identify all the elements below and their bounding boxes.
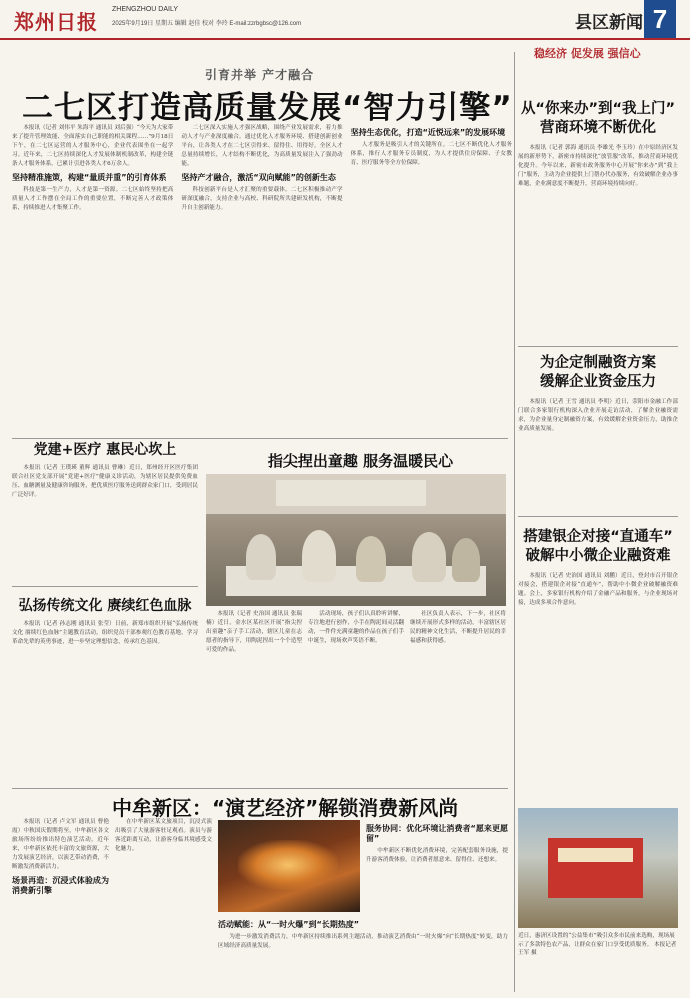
left-story-2-headline: 弘扬传统文化 赓续红色血脉 <box>18 598 192 614</box>
lead-column-1 <box>12 124 173 436</box>
left-story-1-body <box>12 464 198 584</box>
lead-subhead: 坚持生态优化，打造“近悦远来”的发展环境 <box>350 128 506 137</box>
right-story-3 <box>518 528 678 794</box>
section-title: 县区新闻 <box>575 13 643 33</box>
mid-story-body <box>206 610 506 786</box>
left-story-1-paragraph: 本报讯（记者 王璞瑛 董辉 通讯员 曹琳）近日，郑州经开区医疗集团联合社区党支部开展“党建+医疗”健康义诊活动，为辖区居民提供免费血压、血糖测量及健康咨询服务，把优质医疗服务送到群众家门口，受到居民广泛好评。 <box>12 465 198 498</box>
lead-subhead: 坚持产才融合，激活“双向赋能”的创新生态 <box>181 173 336 182</box>
lead-column-2 <box>181 124 342 436</box>
lead-paragraph: 二七区深入实施人才强区战略，围绕产业发展需求，着力推动人才与产业深度融合。通过优化人才服务环境、搭建创新创业平台，让各类人才在二七区引得来、留得住、用得好。全区人才总量持续增长，人才结构不断优化，为高质量发展注入了强劲动能。 <box>181 125 343 167</box>
bottom-story-paragraph: 在中牟新区某文旅项目，沉浸式演出吸引了大量游客驻足观看。演员与游客近距离互动，让游客身临其境感受文化魅力。 <box>115 819 212 852</box>
stage-performance-photo <box>218 820 360 912</box>
bottom-story-subhead: 场景再造：沉浸式体验成为消费新引擎 <box>12 876 109 895</box>
page-number: 7 <box>644 0 676 38</box>
right-story-3-headline: 搭建银企对接“直通车” <box>523 529 673 545</box>
story-divider <box>518 346 678 347</box>
lead-paragraph: 科技是第一生产力，人才是第一资源。二七区始终坚持把高质量人才工作摆在全局工作的重要位置，不断完善人才政策体系，持续推进人才集聚工作。 <box>12 187 174 211</box>
mid-story-paragraph: 本报讯（记者 史治国 通讯员 张瑞楠）近日，金水区某社区开展“指尖捏出童趣”亲子手工活动，辖区儿童在志愿者的指导下，用陶泥捏出一个个造型可爱的作品。 <box>206 611 302 653</box>
masthead <box>0 0 690 40</box>
right-story-3-paragraph: 本报讯（记者 史治国 通讯员 刘鹏）近日，登封市召开银企对接会，搭建银企对接“直通车”，帮助中小微企业破解融资难题。会上，多家银行机构介绍了金融产品和服务，与企业现场对接，达成多项合作意向。 <box>518 573 678 606</box>
right-story-1-headline: 从“你来办”到“我上门” <box>520 101 676 117</box>
left-story-2-body <box>12 620 198 790</box>
lead-body <box>12 124 512 436</box>
mid-story-paragraph: 社区负责人表示，下一步，社区将继续开展形式多样的活动，丰富辖区居民的精神文化生活，不断提升居民的幸福感和获得感。 <box>410 611 506 644</box>
lead-kicker: 引育并举 产才融合 <box>205 68 315 82</box>
left-story-2-paragraph: 本报讯（记者 孙志刚 通讯员 张莹）日前，新郑市组织开展“弘扬传统文化 赓续红色血脉”主题教育活动，组织党员干部参观红色教育基地，学习革命先辈的英勇事迹，进一步坚定理想信念，传承红色基因。 <box>12 621 198 645</box>
right-story-2 <box>518 354 678 526</box>
pottery-class-photo <box>206 474 506 606</box>
lead-paragraph: 人才服务是吸引人才的关键所在。二七区不断优化人才服务体系，推行人才服务专员制度，为人才提供住房保障、子女教育、医疗服务等全方位保障。 <box>350 142 512 166</box>
right-story-2-headline-2: 缓解企业资金压力 <box>540 374 656 390</box>
mid-story-paragraph: 活动现场，孩子们认真聆听讲解，专注地进行创作，小手在陶泥间灵活翻动，一件件充满童趣的作品在孩子们手中诞生，现场欢声笑语不断。 <box>308 611 404 644</box>
market-booth-photo <box>518 808 678 928</box>
dateline: 2025年9月19日 星期五 编辑 赵佳 校对 李玲 E-mail:zzrbgbsc@126.com <box>112 21 302 27</box>
lead-headline: 二七区打造高质量发展“智力引擎” <box>22 90 513 126</box>
photo-caption: 近日，惠济区设置的“公益集市”吸引众多市民前来选购，现场展示了多款特色农产品，让群众在家门口享受优质服务。 本报记者 王军 摄 <box>518 933 677 957</box>
mid-story-headline: 指尖捏出童趣 服务温暖民心 <box>267 452 454 470</box>
left-band <box>12 440 198 786</box>
bottom-story-body <box>12 818 212 990</box>
slogan: 稳经济 促发展 强信心 <box>534 47 641 60</box>
lead-paragraph: 本报讯（记者 刘伟平 朱海平 通讯员 刘后强）“今天为大家带来了提升管理效能、全面落实自己职能的相关课程……”9月18日下午，在二七区运营的人才服务中心，企业代表围坐在一起学习。近年来，二七区持续深化人才发展体制机制改革，构建全链条人才服务体系，已累计引进各类人才6万余人。 <box>12 125 174 167</box>
right-story-1 <box>518 100 678 350</box>
right-story-3-body <box>518 572 678 794</box>
newspaper-english-name: ZHENGZHOU DAILY <box>112 6 178 13</box>
right-story-3-headline-2: 破解中小微企业融资难 <box>525 548 671 564</box>
column-divider <box>514 52 515 992</box>
right-story-2-body <box>518 398 678 526</box>
right-story-1-headline-2: 营商环境不断优化 <box>540 120 656 136</box>
lead-column-3 <box>351 124 512 436</box>
left-story-1-headline: 党建+医疗 惠民心坎上 <box>33 442 177 458</box>
story-divider <box>518 516 678 517</box>
lead-paragraph: 科技创新平台是人才汇聚的重要载体。二七区积极推动产学研深度融合，支持企业与高校、科研院所共建研发机构，不断提升自主创新能力。 <box>181 187 343 211</box>
story-divider <box>12 788 508 789</box>
right-story-1-body <box>518 144 678 350</box>
newspaper-logo: 郑州日报 <box>14 10 98 34</box>
bottom-story-subhead: 活动赋能：从“一时火爆”到“长期热度” <box>218 920 360 929</box>
right-story-2-headline: 为企定制融资方案 <box>540 355 656 371</box>
bottom-story-subhead: 服务协同：优化环境让消费者“愿来更愿留” <box>366 824 508 843</box>
right-story-2-paragraph: 本报讯（记者 王雪 通讯员 李明）近日，荥阳市金融工作部门联合多家银行机构深入企业开展走访活动，了解企业融资需求，为企业量身定制融资方案，有效缓解企业资金压力，助推企业高质量发展。 <box>518 399 678 432</box>
story-divider <box>12 586 198 587</box>
bottom-story-paragraph: 本报讯（记者 卢文军 通讯员 曹艳霞）中秋国庆假期将至，中牟新区各文旅场所纷纷推出特色演艺活动。近年来，中牟新区依托丰富的文旅资源，大力发展演艺经济，以演艺带动消费，不断激发消费新活力。 <box>12 819 109 870</box>
bottom-story-paragraph: 为进一步激发消费活力，中牟新区持续推出系列主题活动，推动演艺消费由“一时火爆”向“长期热度”转变，助力区域经济高质量发展。 <box>218 934 508 949</box>
bottom-story-paragraph: 中牟新区不断优化消费环境，完善配套服务设施，提升游客消费体验，让消费者愿意来、留得住、还想来。 <box>366 848 508 863</box>
lead-subhead: 坚持精准施策，构建“量质并重”的引育体系 <box>12 173 167 182</box>
right-story-1-paragraph: 本报讯（记者 郭海 通讯员 李雄光 李玉玲）在中原经济区发展的新形势下，新密市持续深化“放管服”改革，推动营商环境优化提升。今年以来，新密市政务服务中心开展“你来办”到“我上门”服务，主动为企业提供上门帮办代办服务，有效破解企业办事难题，企业满意度不断提升，营商环境持续向好。 <box>518 145 678 187</box>
bottom-story-headline: 中牟新区：“演艺经济”解锁消费新风尚 <box>112 796 459 820</box>
story-divider <box>12 438 508 439</box>
